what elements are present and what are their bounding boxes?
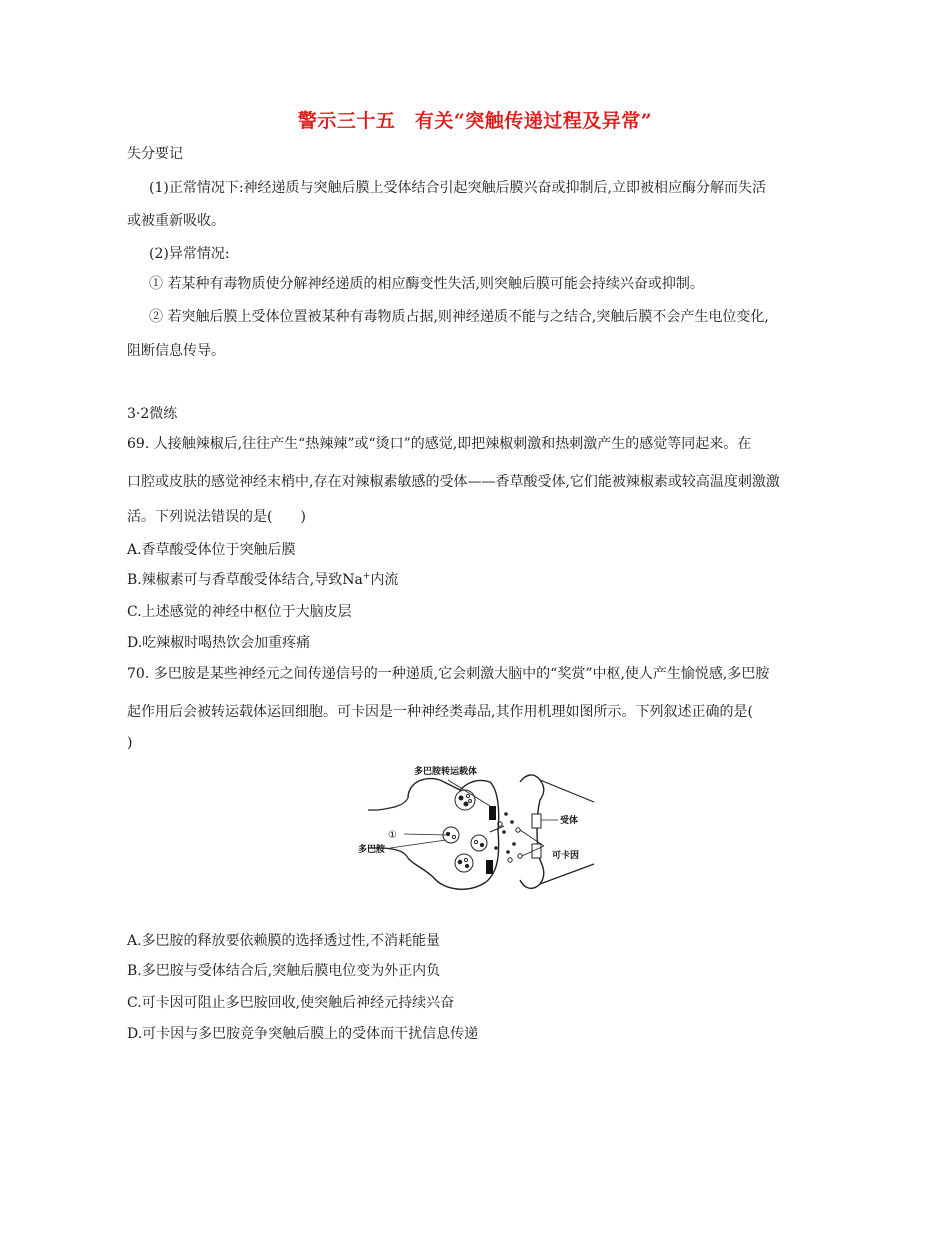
postsynaptic-lower — [540, 864, 594, 884]
presynaptic-membrane — [408, 779, 499, 890]
q69-option-a: A.香草酸受体位于突触后膜 — [127, 542, 296, 558]
label-receptor: 受体 — [560, 816, 579, 826]
section-heading-practice: 3·2微练 — [127, 406, 178, 422]
label-cocaine: 可卡因 — [552, 851, 580, 861]
q70-stem-line2: 起作用后会被转运载体运回细胞。可卡因是一种神经类毒品,其作用机理如图所示。下列叙述正确的是( — [127, 704, 753, 720]
leader-dopamine — [390, 840, 446, 848]
tip-paragraph-1b: 或被重新吸收。 — [127, 213, 225, 229]
cocaine-molecules — [498, 822, 522, 862]
q69-stem-line1: 69. 人接触辣椒后,往往产生“热辣辣”或“烫口”的感觉,即把辣椒刺激和热刺激产生的感觉等同起来。在 — [127, 436, 752, 452]
receptor-upper — [532, 814, 541, 828]
postsynaptic-membrane — [520, 775, 544, 888]
q70-stem-line3: ) — [127, 735, 133, 751]
label-circle1: ① — [388, 830, 397, 841]
tip-paragraph-1a: (1)正常情况下:神经递质与突触后膜上受体结合引起突触后膜兴奋或抑制后,立即被相应酶分解而失活 — [149, 180, 766, 196]
q70-option-a: A.多巴胺的释放要依赖膜的选择透过性,不消耗能量 — [127, 933, 441, 949]
q69-option-c: C.上述感觉的神经中枢位于大脑皮层 — [127, 604, 352, 620]
q70-option-c: C.可卡因可阻止多巴胺回收,使突触后神经元持续兴奋 — [127, 995, 455, 1011]
q69-option-b-text: B.辣椒素可与香草酸受体结合,导致Na — [127, 572, 363, 588]
tip-paragraph-2: (2)异常情况: — [149, 246, 230, 262]
q69-stem-line2: 口腔或皮肤的感觉神经末梢中,存在对辣椒素敏感的受体——香草酸受体,它们能被辣椒素或较高温度刺激激 — [127, 474, 780, 490]
q70-option-d: D.可卡因与多巴胺竞争突触后膜上的受体而干扰信息传递 — [127, 1026, 479, 1042]
leader-circle1 — [404, 834, 446, 835]
q69-option-b-tail: 内流 — [370, 572, 399, 588]
page-title: 警示三十五 有关“突触传递过程及异常” — [297, 110, 653, 132]
label-transporter: 多巴胺转运载体 — [414, 767, 478, 777]
vesicle-4 — [471, 835, 487, 851]
section-heading-tips: 失分要记 — [127, 146, 183, 162]
tip-paragraph-4a: ② 若突触后膜上受体位置被某种有毒物质占据,则神经递质不能与之结合,突触后膜不会产生电位变化, — [149, 309, 769, 325]
vesicle-3 — [455, 854, 473, 872]
dopamine-molecules — [494, 812, 516, 854]
transporter-lower — [486, 860, 493, 874]
synapse-diagram — [348, 760, 608, 900]
axon-upper — [368, 798, 408, 810]
postsynaptic-upper — [540, 780, 594, 802]
transporter-upper — [489, 806, 496, 820]
q69-option-b — [127, 569, 398, 589]
q70-option-b: B.多巴胺与受体结合后,突触后膜电位变为外正内负 — [127, 963, 441, 979]
vesicle-1 — [455, 790, 475, 810]
tip-paragraph-3: ① 若某种有毒物质使分解神经递质的相应酶变性失活,则突触后膜可能会持续兴奋或抑制。 — [149, 276, 704, 292]
q69-stem-line3: 活。下列说法错误的是( ) — [127, 509, 306, 525]
q69-option-b-sup: + — [362, 571, 371, 582]
q70-stem-line1: 70. 多巴胺是某些神经元之间传递信号的一种递质,它会刺激大脑中的“奖赏”中枢,使人产生愉悦感,多巴胺 — [127, 666, 770, 682]
q69-option-d: D.吃辣椒时喝热饮会加重疼痛 — [127, 635, 311, 651]
tip-paragraph-4b: 阻断信息传导。 — [127, 343, 225, 359]
label-dopamine: 多巴胺 — [358, 845, 386, 855]
release-arrow — [490, 826, 504, 832]
